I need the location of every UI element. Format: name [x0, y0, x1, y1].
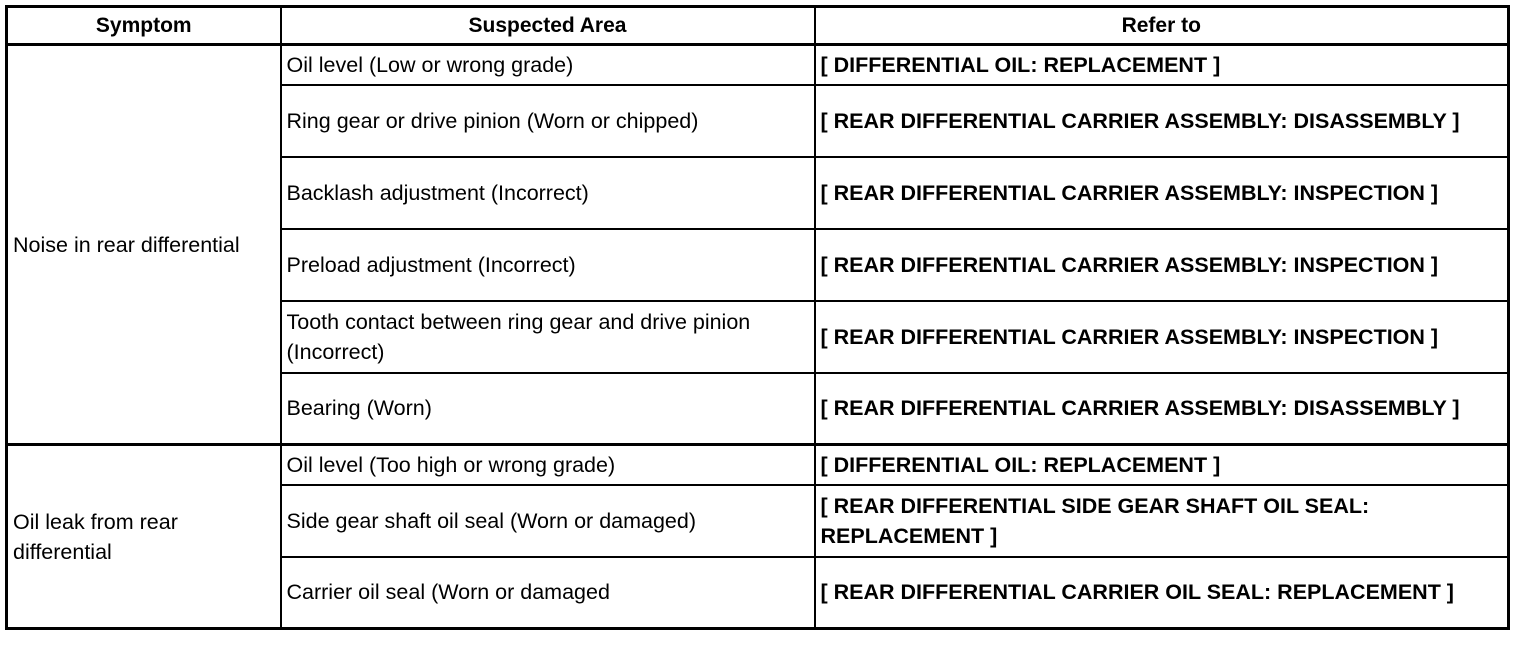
- refer-to-link[interactable]: [ REAR DIFFERENTIAL CARRIER ASSEMBLY: INSPECTION ]: [815, 157, 1509, 229]
- symptom-cell: Oil leak from rear differential: [7, 445, 281, 629]
- diagnosis-table-container: [5, 5, 1507, 630]
- refer-to-link[interactable]: [ REAR DIFFERENTIAL CARRIER ASSEMBLY: INSPECTION ]: [815, 301, 1509, 373]
- suspected-area-cell: Tooth contact between ring gear and drive pinion (Incorrect): [281, 301, 815, 373]
- refer-to-link[interactable]: [ REAR DIFFERENTIAL SIDE GEAR SHAFT OIL SEAL: REPLACEMENT ]: [815, 485, 1509, 557]
- header-symptom: Symptom: [7, 7, 281, 45]
- refer-to-link[interactable]: [ REAR DIFFERENTIAL CARRIER ASSEMBLY: DISASSEMBLY ]: [815, 85, 1509, 157]
- suspected-area-cell: Side gear shaft oil seal (Worn or damaged): [281, 485, 815, 557]
- suspected-area-cell: Oil level (Too high or wrong grade): [281, 445, 815, 485]
- diagnosis-table: [5, 5, 1510, 630]
- refer-to-link[interactable]: [ REAR DIFFERENTIAL CARRIER ASSEMBLY: DISASSEMBLY ]: [815, 373, 1509, 445]
- refer-to-link[interactable]: [ REAR DIFFERENTIAL CARRIER ASSEMBLY: INSPECTION ]: [815, 229, 1509, 301]
- table-header-row: [7, 7, 1509, 45]
- refer-to-link[interactable]: [ DIFFERENTIAL OIL: REPLACEMENT ]: [815, 45, 1509, 85]
- table-row: [7, 445, 1509, 485]
- table-row: [7, 45, 1509, 85]
- symptom-cell: Noise in rear differential: [7, 45, 281, 445]
- header-suspected-area: Suspected Area: [281, 7, 815, 45]
- suspected-area-cell: Preload adjustment (Incorrect): [281, 229, 815, 301]
- suspected-area-cell: Oil level (Low or wrong grade): [281, 45, 815, 85]
- header-refer-to: Refer to: [815, 7, 1509, 45]
- suspected-area-cell: Backlash adjustment (Incorrect): [281, 157, 815, 229]
- refer-to-link[interactable]: [ REAR DIFFERENTIAL CARRIER OIL SEAL: REPLACEMENT ]: [815, 557, 1509, 629]
- suspected-area-cell: Ring gear or drive pinion (Worn or chipped): [281, 85, 815, 157]
- suspected-area-cell: Carrier oil seal (Worn or damaged: [281, 557, 815, 629]
- suspected-area-cell: Bearing (Worn): [281, 373, 815, 445]
- refer-to-link[interactable]: [ DIFFERENTIAL OIL: REPLACEMENT ]: [815, 445, 1509, 485]
